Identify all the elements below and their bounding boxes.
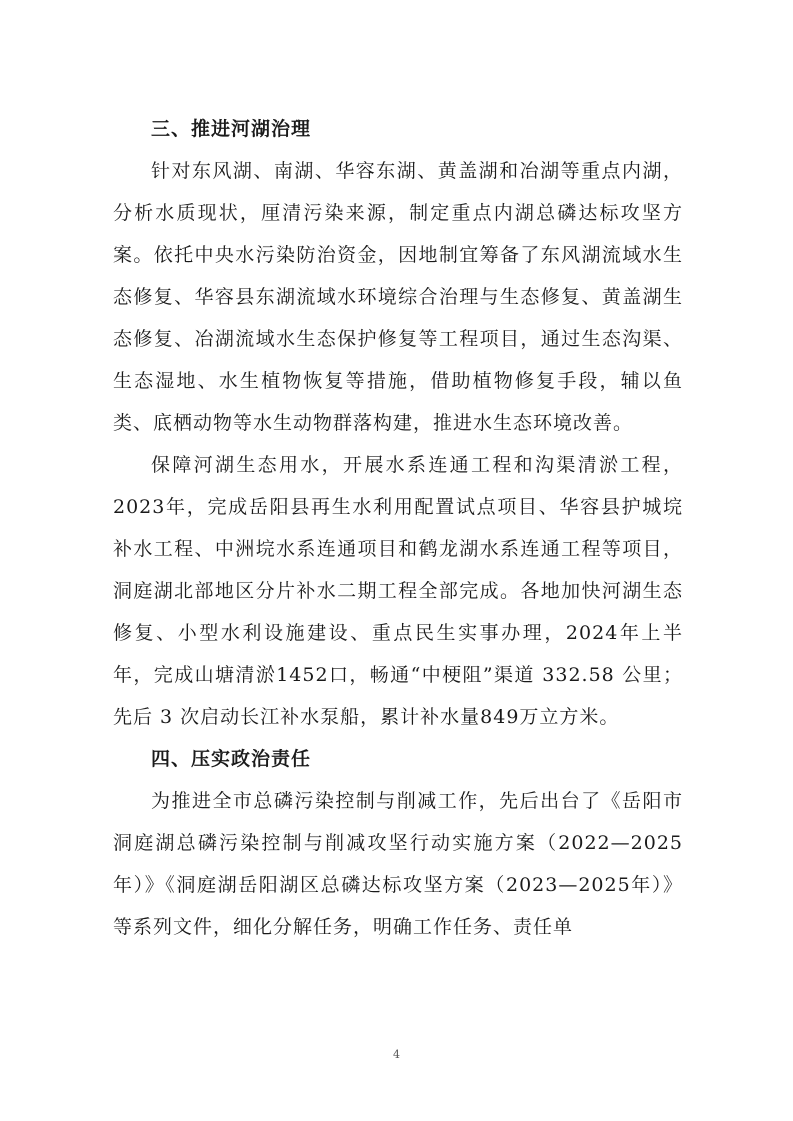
paragraph-key-lakes-treatment: 针对东风湖、南湖、华容东湖、黄盖湖和冶湖等重点内湖，分析水质现状，厘清污染来源，制定重点内湖总磷达标攻坚方案。依托中央水污染防治资金，因地制宜筹备了东风湖流域水生态修复、华容县东湖流域水环境综合治理与生态修复、黄盖湖生态修复、冶湖流域水生态保护修复等工程项目，通过生态沟渠、生态湿地、水生植物恢复等措施，借助植物修复手段，辅以鱼类、底栖动物等水生动物群落构建，推进水生态环境改善。 xyxy=(113,160,683,434)
page-number: 4 xyxy=(393,1048,400,1061)
paragraph-ecological-water-supply: 保障河湖生态用水，开展水系连通工程和沟渠清淤工程，2023年，完成岳阳县再生水利用配置试点项目、华容县护城垸补水工程、中洲垸水系连通项目和鹤龙湖水系连通工程等项目，洞庭湖北部地区分片补水二期工程全部完成。各地加快河湖生态修复、小型水利设施建设、重点民生实事办理，2024年上半年，完成山塘清淤1452口，畅通“中梗阻”渠道 332.58 公里；先后 3 次启动长江补水泵船，累计补水量849万立方米。 xyxy=(113,454,683,728)
document-body xyxy=(113,108,683,948)
paragraph-phosphorus-control-plans: 为推进全市总磷污染控制与削减工作，先后出台了《岳阳市洞庭湖总磷污染控制与削减攻坚行动实施方案（2022—2025年）》《洞庭湖岳阳湖区总磷达标攻坚方案（2023—2025年）》等系列文件，细化分解任务，明确工作任务、责任单 xyxy=(113,790,683,938)
section-heading-political-responsibility: 四、压实政治责任 xyxy=(151,748,312,770)
section-heading-river-lake-governance: 三、推进河湖治理 xyxy=(151,118,312,140)
